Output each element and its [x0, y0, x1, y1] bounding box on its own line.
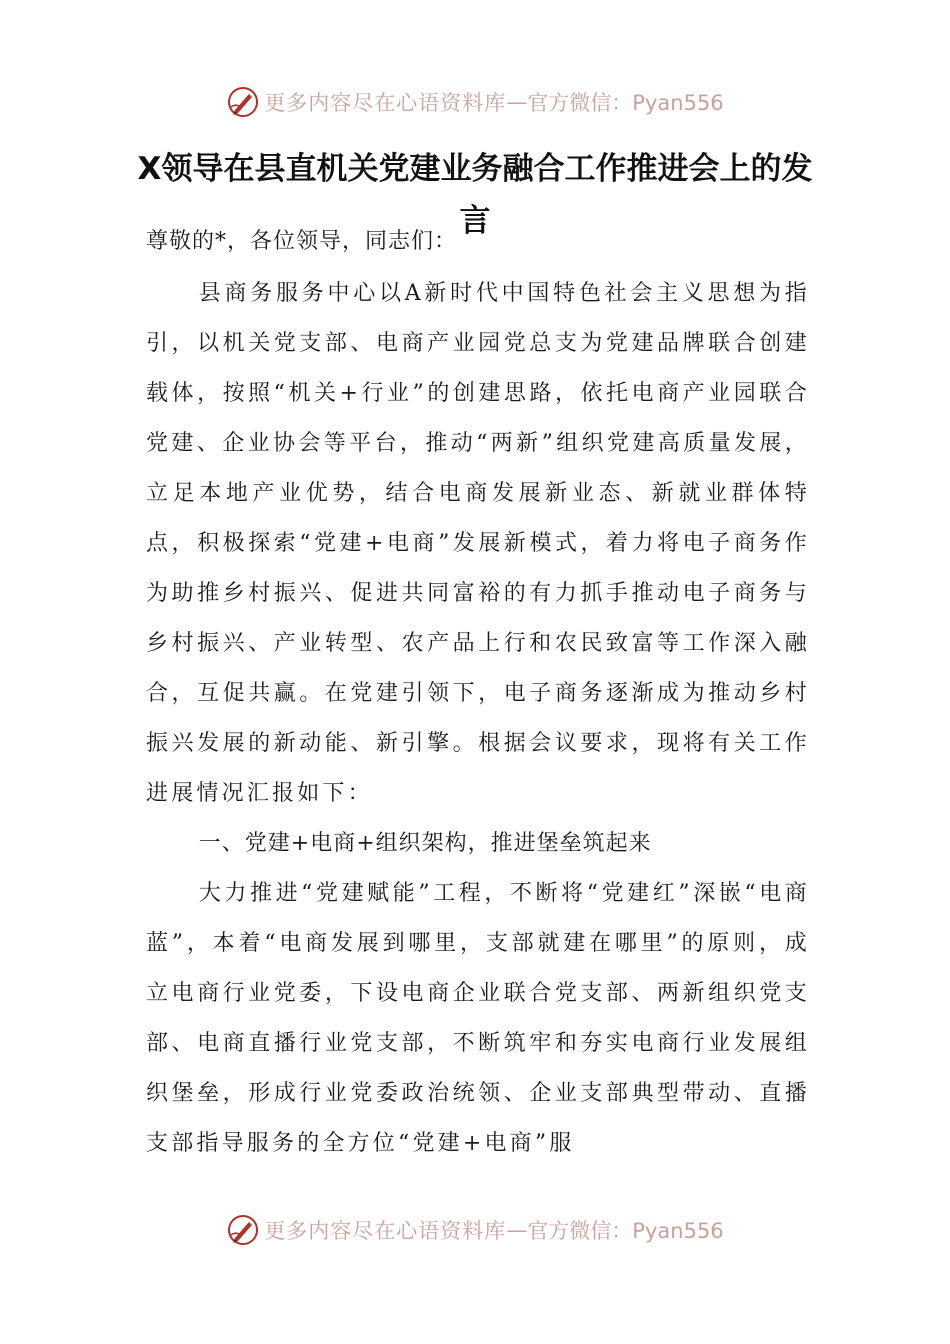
watermark-text: 更多内容尽在心语资料库 [264, 91, 507, 115]
pen-logo-icon [226, 85, 260, 119]
watermark-separator: — [506, 1218, 528, 1242]
header-watermark-banner [0, 82, 950, 122]
intro-paragraph: 县商务服务中心以A新时代中国特色社会主义思想为指引，以机关党支部、电商产业园党总支为党建品牌联合创建载体，按照“机关+行业”的创建思路，依托电商产业园联合党建、企业协会等平台，推动“两新”组织党建高质量发展，立足本地产业优势，结合电商发展新业态、新就业群体特点，积极探索“党建+电商”发展新模式，着力将电子商务作为助推乡村振兴、促进共同富裕的有力抓手推动电子商务与乡村振兴、产业转型、农产品上行和农民致富等工作深入融合，互促共赢。在党建引领下，电子商务逐渐成为推动乡村振兴发展的新动能、新引擎。根据会议要求，现将有关工作进展情况汇报如下： [146, 281, 810, 806]
document-body [146, 222, 810, 1169]
section-heading: 一、党建+电商+组织架构，推进堡垒筑起来 [198, 831, 652, 856]
salutation: 尊敬的*，各位领导，同志们： [146, 229, 458, 254]
pen-logo-icon [226, 1213, 260, 1247]
watermark-text: 更多内容尽在心语资料库 [264, 1219, 507, 1243]
watermark-separator: — [506, 90, 528, 114]
document-title: X领导在县直机关党建业务融合工作推进会上的发言 [137, 151, 813, 239]
section-paragraph: 大力推进“党建赋能”工程，不断将“党建红”深嵌“电商蓝”，本着“电商发展到哪里，支部就建在哪里”的原则，成立电商行业党委，下设电商企业联合党支部、两新组织党支部、电商直播行业党支部，不断筑牢和夯实电商行业发展组织堡垒，形成行业党委政治统领、企业支部典型带动、直播支部指导服务的全方位“党建+电商”服 [146, 881, 810, 1156]
watermark-wechat: 官方微信：Pyan556 [527, 1219, 724, 1243]
watermark-wechat: 官方微信：Pyan556 [527, 91, 724, 115]
footer-watermark-banner [0, 1210, 950, 1250]
